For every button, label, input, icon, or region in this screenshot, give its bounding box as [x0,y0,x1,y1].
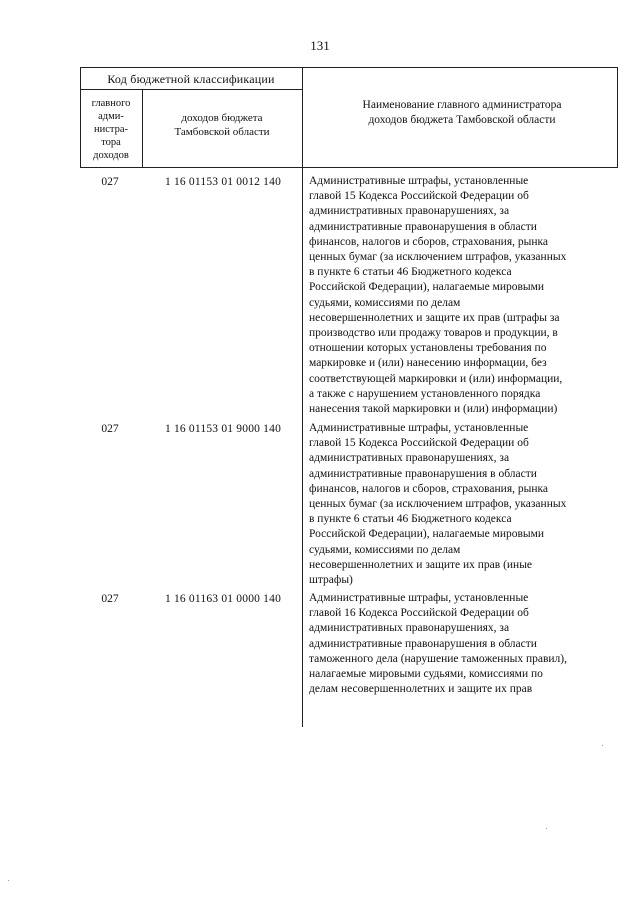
header-name-line: Наименование главного администратора [362,99,562,111]
header-income-line: доходов бюджета [181,112,263,124]
row-description-line: административные правонарушения в области [309,467,537,480]
table-top-border [80,67,618,68]
group-header-underline [80,89,302,90]
row-description [309,174,615,417]
header-main-administrator [82,97,140,162]
row-description-line: судьями, комиссиями по делам [309,296,461,309]
row-description-line: таможенного дела (нарушение таможенных правил), [309,652,567,665]
row-description-line: административные правонарушения в области [309,637,537,650]
header-admin-line: нистра- [93,124,129,135]
header-admin-line: доходов [93,150,129,161]
row-description-line: административных правонарушениях, за [309,452,510,465]
row-description-line: административных правонарушениях, за [309,622,510,635]
header-budget-classification-code: Код бюджетной классификации [107,72,275,86]
row-description-line: нанесения такой маркировки и (или) информации) [309,403,558,416]
row-description [309,591,615,697]
row-admin-code: 027 [101,176,119,188]
row-description-line: налагаемые мировыми судьями, комиссиями по [309,668,543,681]
scan-speck [546,828,547,829]
row-description-line: ценных бумаг (за исключением штрафов, указанных [309,251,567,264]
column-divider-code-name [302,67,303,727]
row-description-line: главой 16 Кодекса Российской Федерации об [309,607,529,620]
row-description-line: несовершеннолетних и защите их прав (иные [309,558,533,571]
header-bottom-border [80,167,618,168]
row-description-line: отношении которых установлены требования по [309,342,547,355]
row-description-line: Административные штрафы, установленные [309,422,529,434]
row-budget-code: 1 16 01153 01 0012 140 [164,176,282,188]
row-description-line: маркировке и (или) нанесению информации, без [309,357,547,370]
header-regional-budget-income [142,111,302,139]
row-description-line: штрафы) [309,574,353,587]
row-description-line: ценных бумаг (за исключением штрафов, указанных [309,498,567,511]
header-admin-line: адми- [98,111,124,122]
row-description-line: главой 15 Кодекса Российской Федерации об [309,437,529,450]
header-admin-line: тора [101,137,121,148]
row-description-line: Российской Федерации), налагаемые мировыми [309,281,545,294]
row-description-line: финансов, налогов и сборов, страхования, рынка [309,482,549,495]
row-description-line: Административные штрафы, установленные [309,175,529,187]
row-description-line: административные правонарушения в области [309,220,537,233]
header-administrator-name [306,98,618,128]
row-description-line: судьями, комиссиями по делам [309,543,461,556]
budget-classification-table [80,67,618,727]
row-description-line: производство или продажу товаров и продукции, в [309,327,558,340]
row-admin-code: 027 [101,423,119,435]
header-name-line: доходов бюджета Тамбовской области [368,114,556,126]
row-description-line: Административные штрафы, установленные [309,592,529,604]
row-description-line: административных правонарушениях, за [309,205,510,218]
row-description-line: Российской Федерации), налагаемые мировыми [309,528,545,541]
row-description-line: а также с нарушением установленного порядка [309,387,541,400]
row-description-line: делам несовершеннолетних и защите их прав [309,683,533,696]
row-admin-code: 027 [101,593,119,605]
header-income-line: Тамбовской области [174,126,270,138]
page-number: 131 [310,38,330,53]
row-description [309,421,615,588]
scan-speck [602,745,603,746]
row-description-line: в пункте 6 статьи 46 Бюджетного кодекса [309,513,512,526]
header-admin-line: главного [91,98,131,109]
row-description-line: соответствующей маркировки и (или) информации, [309,372,563,385]
row-description-line: в пункте 6 статьи 46 Бюджетного кодекса [309,266,512,279]
row-budget-code: 1 16 01153 01 9000 140 [164,423,282,435]
row-description-line: финансов, налогов и сборов, страхования, рынка [309,235,549,248]
row-description-line: несовершеннолетних и защите их прав (штрафы за [309,311,560,324]
row-description-line: главой 15 Кодекса Российской Федерации об [309,190,529,203]
scan-speck [8,880,9,881]
row-budget-code: 1 16 01163 01 0000 140 [164,593,282,605]
